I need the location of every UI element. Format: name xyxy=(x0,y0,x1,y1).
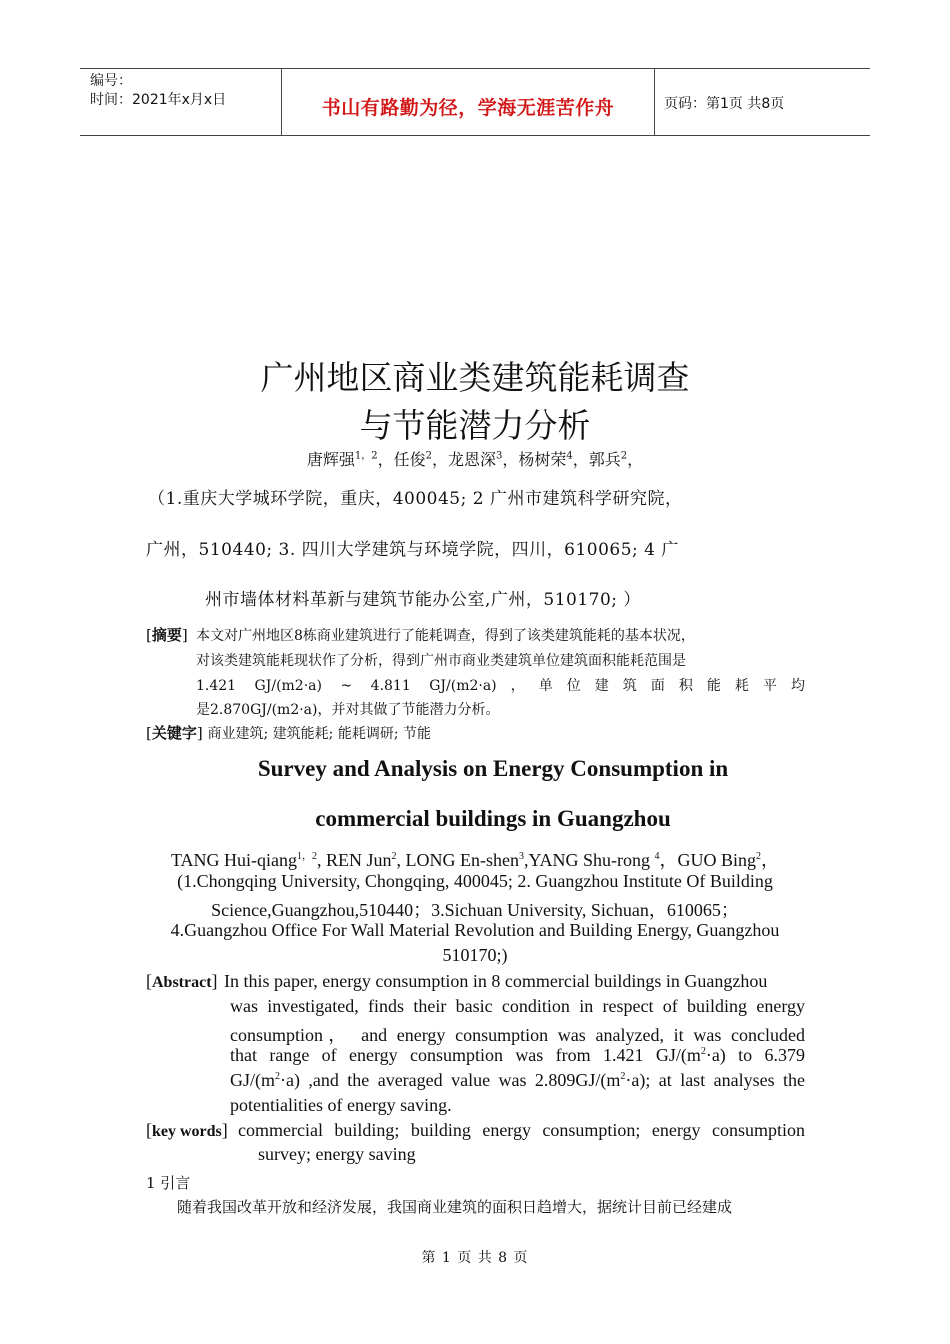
author-name: , REN Jun xyxy=(317,850,392,870)
abstract-en-line1: In this paper, energy consumption in 8 commercial buildings in Guangzhou xyxy=(224,971,768,991)
header-meta xyxy=(90,72,226,110)
author-name: ，郭兵 xyxy=(572,450,621,469)
title-en-line1: Survey and Analysis on Energy Consumption in xyxy=(257,756,729,781)
author-affiliation-mark: 4 xyxy=(654,851,660,862)
title-cn-line2: 与节能潜力分析 xyxy=(359,406,591,445)
abstract-cn-line4: 是2.870GJ/(m2·a)，并对其做了节能潜力分析。 xyxy=(196,702,500,718)
abstract-en-line2: was investigated, finds their basic condition in respect of building energy xyxy=(230,996,805,1016)
authors-tail: ， xyxy=(761,850,780,870)
abstract-en-line4: that range of energy consumption was from 1.421 $GJ/(m^2\cdot a)$ to 6.379 xyxy=(230,1045,805,1065)
author-name: , LONG En-shen xyxy=(396,850,520,870)
affiliation-cn-line1: （1.重庆大学城环学院，重庆，400045; 2 广州市建筑科学研究院， xyxy=(148,489,683,509)
affiliation-cn-line2: 广州，510440; 3. 四川大学建筑与环境学院，四川，610065; 4 广 xyxy=(146,540,679,560)
authors-tail: ， xyxy=(627,450,644,469)
keywords-en-line1: commercial building; building energy consumption; energy consumption xyxy=(238,1120,805,1140)
affiliation-en-line3: 4.Guangzhou Office For Wall Material Revolution and Building Energy, Guangzhou xyxy=(170,920,780,940)
author-affiliation-mark: 3 xyxy=(519,851,525,862)
affiliation-en-line4: 510170;) xyxy=(442,945,508,965)
author-name: 唐辉强 xyxy=(306,450,355,469)
keywords-cn: [关键字] 商业建筑; 建筑能耗; 能耗调研; 节能 xyxy=(146,724,432,742)
author-name: TANG Hui-qiang xyxy=(170,850,298,870)
authors-en xyxy=(0,846,950,872)
author-name: ，龙恩深 xyxy=(431,450,496,469)
author-name: ，杨树荣 xyxy=(502,450,567,469)
abstract-cn-label: [摘要] xyxy=(146,626,188,644)
abstract-en-label: [Abstract] xyxy=(146,971,218,991)
author-name: ,YANG Shu-rong xyxy=(524,850,655,870)
header-top-rule xyxy=(80,68,870,69)
authors-cn xyxy=(0,447,950,470)
header-page-info: 页码：第1页 共8页 xyxy=(664,96,785,112)
author-affiliation-mark: 2 xyxy=(620,450,628,462)
author-name: ，GUO Bing xyxy=(659,850,757,870)
author-affiliation-mark: 4 xyxy=(566,450,573,462)
author-affiliation-mark: 2 xyxy=(391,851,397,862)
affiliation-cn-line3: 州市墙体材料革新与建筑节能办公室,广州，510170; ） xyxy=(205,590,641,610)
title-en-line2: commercial buildings in Guangzhou xyxy=(315,806,671,831)
keywords-cn-text: 商业建筑; 建筑能耗; 能耗调研; 节能 xyxy=(207,726,432,742)
abstract-cn-line1: 本文对广州地区8栋商业建筑进行了能耗调查，得到了该类建筑能耗的基本状况， xyxy=(196,628,695,644)
title-cn-line1: 广州地区商业类建筑能耗调查 xyxy=(260,358,690,397)
header-divider-right xyxy=(654,68,655,136)
author-name: ，任俊 xyxy=(377,450,426,469)
abstract-cn-line2: 对该类建筑能耗现状作了分析，得到广州市商业类建筑单位建筑面积能耗范围是 xyxy=(196,653,686,669)
keywords-en-line2: survey; energy saving xyxy=(258,1144,416,1164)
header-motto: 书山有路勤为径，学海无涯苦作舟 xyxy=(321,97,615,119)
abstract-en-line3: consumption， and energy consumption was analyzed, it was concluded xyxy=(230,1025,805,1045)
author-affiliation-mark: 3 xyxy=(495,450,503,462)
author-affiliation-mark: 2 xyxy=(756,851,762,862)
header-bottom-rule xyxy=(80,135,870,136)
document-date: 时间：2021年x月x日 xyxy=(90,92,227,108)
section-heading: 1 引言 xyxy=(146,1174,191,1192)
affiliation-en-line1: (1.Chongqing University, Chongqing, 400045; 2. Guangzhou Institute Of Building xyxy=(177,871,773,891)
abstract-en-line6: potentialities of energy saving. xyxy=(230,1095,452,1115)
abstract-cn-line3: 1.421 GJ/(m2·a) ~ 4.811 GJ/(m2·a)，单位建筑面积能耗平均 xyxy=(196,678,805,694)
keywords-cn-label: 关键字 xyxy=(151,724,197,742)
document-number-label: 编号： xyxy=(90,73,132,89)
author-affiliation-mark: 1，2 xyxy=(354,450,378,462)
author-affiliation-mark: 2 xyxy=(425,450,432,462)
author-affiliation-mark: 1，2 xyxy=(297,851,318,862)
keywords-en-label: [key words] xyxy=(146,1120,228,1140)
page-footer: 第 1 页 共 8 页 xyxy=(421,1250,529,1266)
abstract-en-line5: $GJ/(m^2\cdot a)$ ,and the averaged value was $2.809GJ/(m^2\cdot a)$; at last analyses the xyxy=(230,1070,805,1090)
affiliation-en-line2: Science,Guangzhou,510440；3.Sichuan University, Sichuan，610065； xyxy=(211,900,739,920)
body-paragraph: 随着我国改革开放和经济发展，我国商业建筑的面积日趋增大，据统计目前已经建成 xyxy=(177,1198,733,1216)
